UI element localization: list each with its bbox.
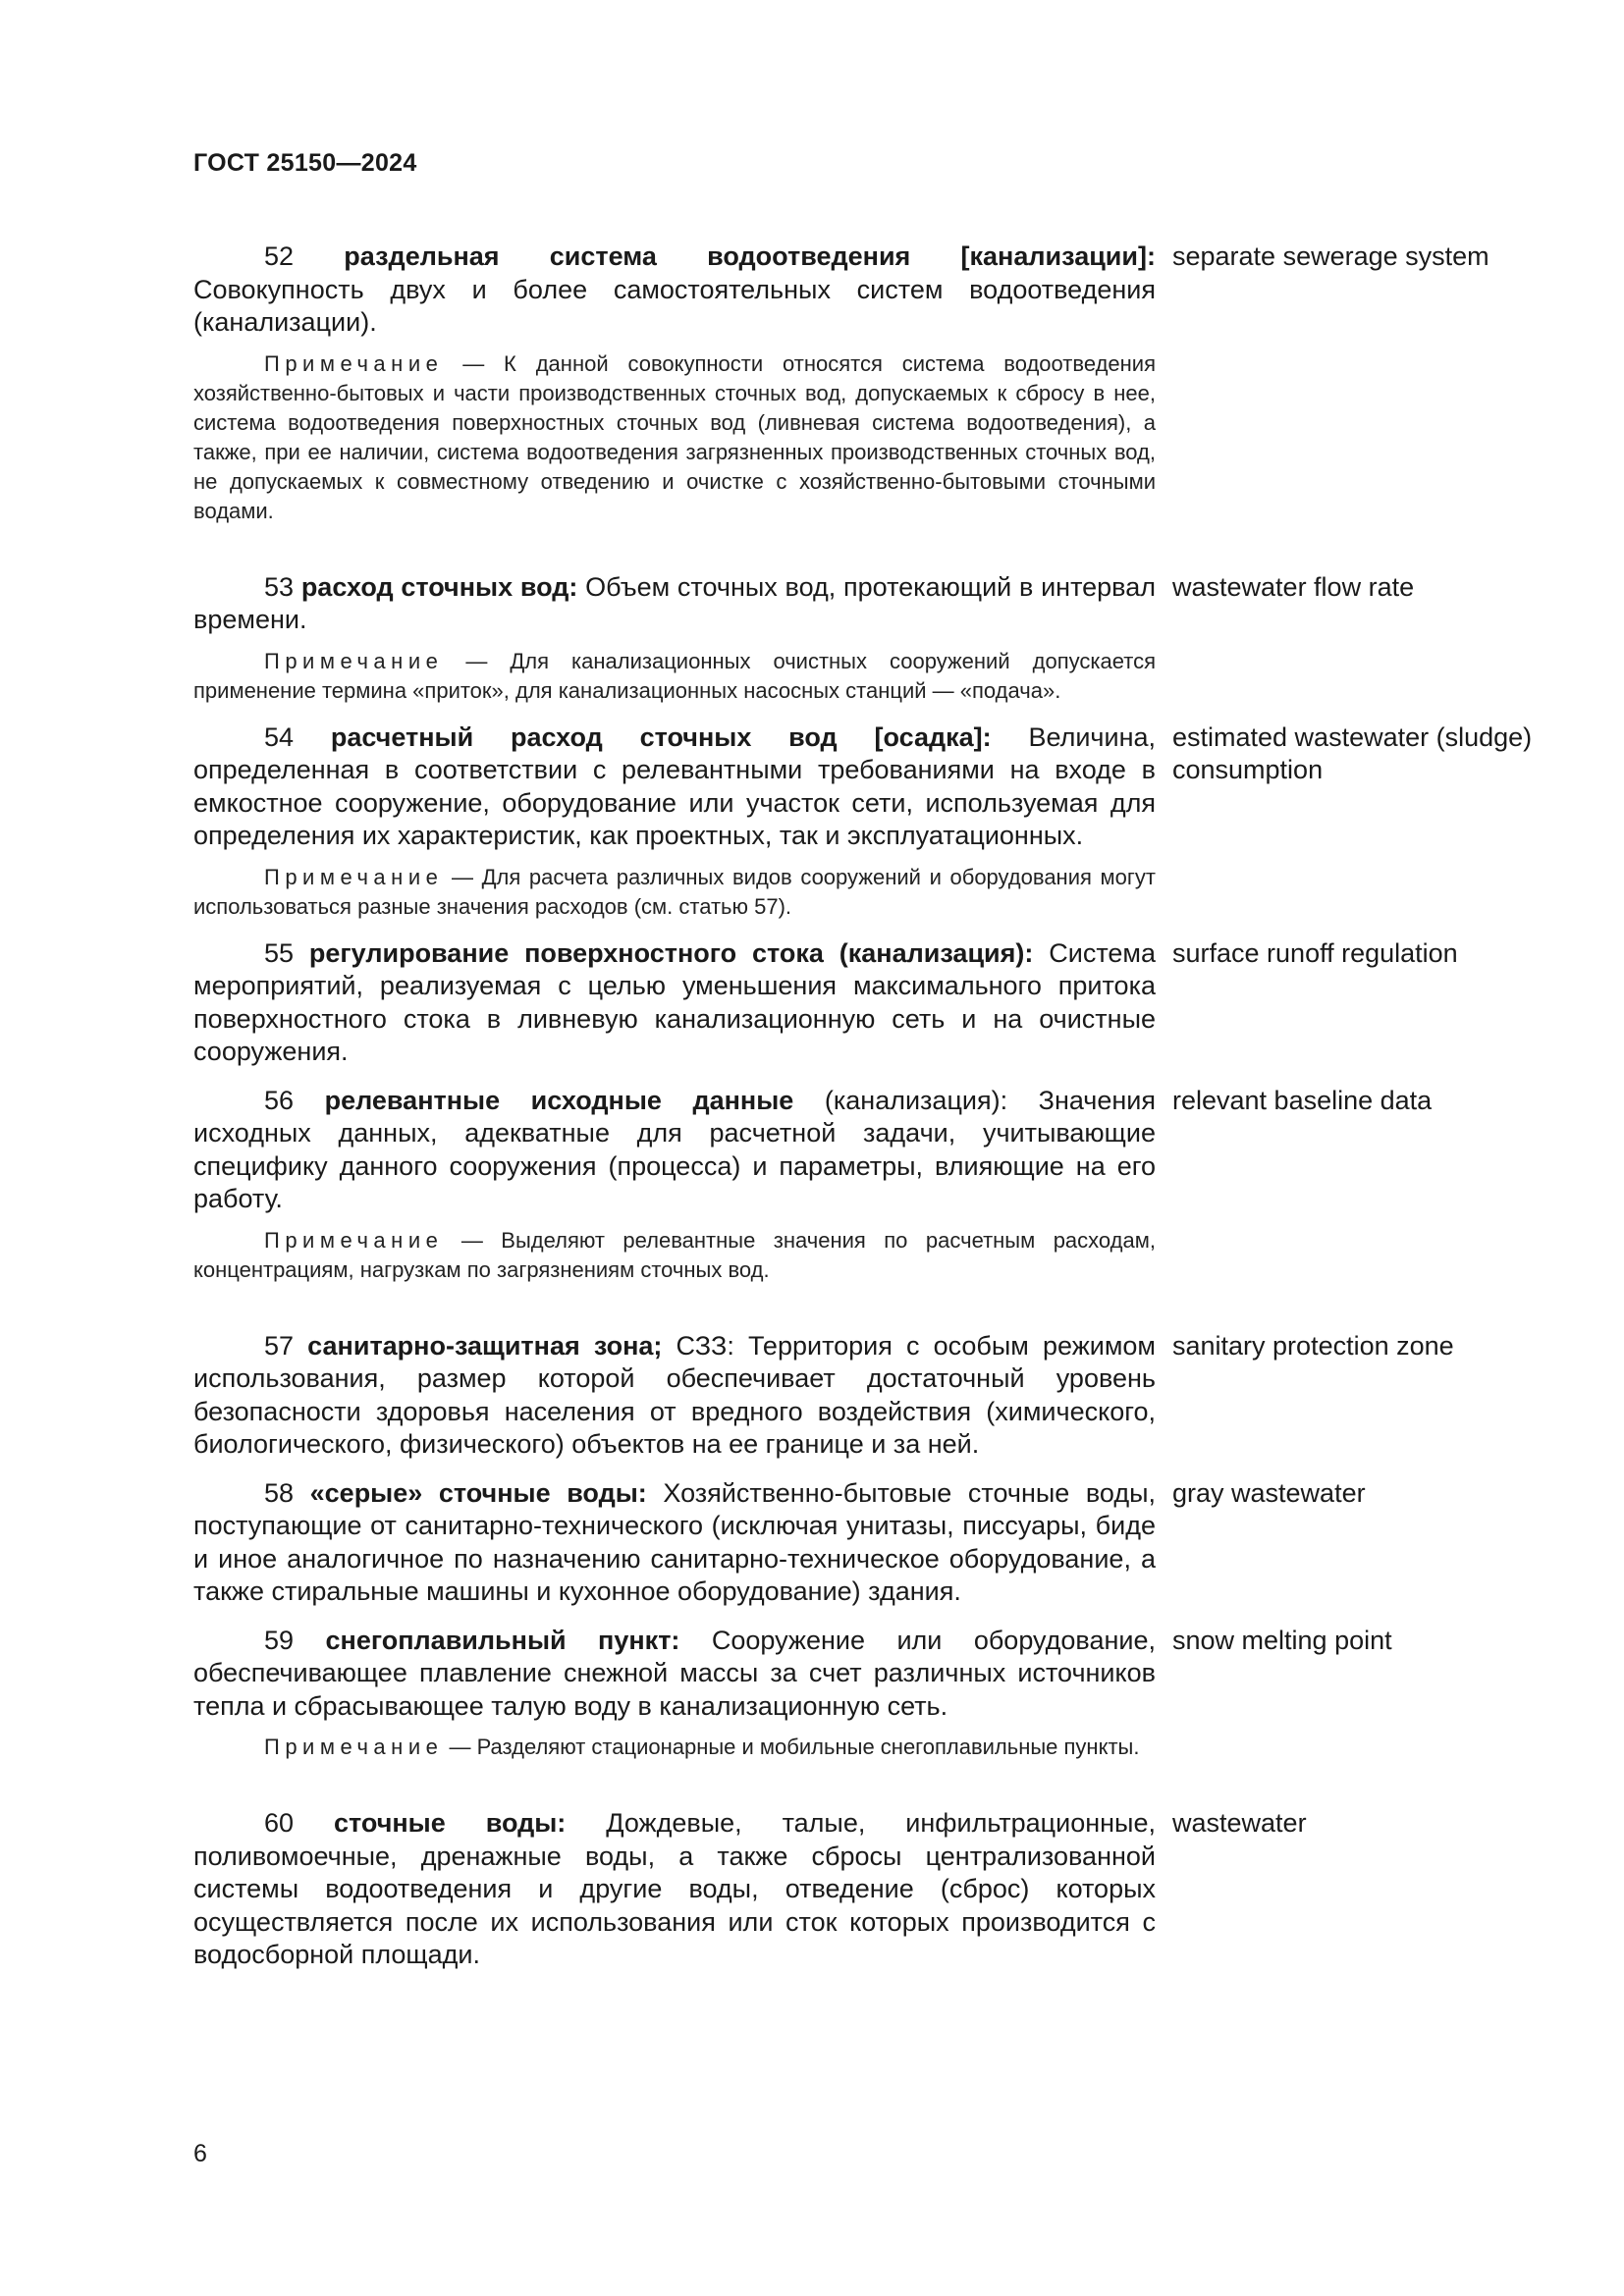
- note-text: — Выделяют релевантные значения по расчетным расходам, концентрациям, нагрузкам по загрязнениям сточных вод.: [193, 1227, 1156, 1282]
- term-title: релевантные исходные данные: [324, 1085, 794, 1115]
- term-english: gray wastewater: [1172, 1477, 1366, 1508]
- term-english: surface runoff regulation: [1172, 937, 1458, 968]
- note-label: Примечание: [264, 1735, 444, 1759]
- term-definition: Хозяйственно-бытовые сточные воды, поступающие от санитарно-технического (исключая унитазы, писсуары, биде и иное аналогичное по назначению санитарно-техническое оборудование, а также стиральные машины и кухонное оборудование) здания.: [193, 1477, 1156, 1606]
- term-entry-60: [193, 1807, 1539, 1972]
- term-definition: СЗЗ: Территория с особым режимом использования, размер которой обеспечивает достаточный уровень безопасности здоровья населения от вредного воздействия (химического, биологического, физического) объектов на ее границе и за ней.: [193, 1330, 1156, 1459]
- term-english: snow melting point: [1172, 1625, 1392, 1655]
- note-text: — Для расчета различных видов сооружений и оборудования могут использоваться разные значения расходов (см. статью 57).: [193, 864, 1156, 919]
- term-number: 58: [264, 1477, 295, 1508]
- term-english: sanitary protection zone: [1172, 1330, 1454, 1361]
- term-english: wastewater: [1172, 1808, 1307, 1838]
- term-note: [193, 647, 1156, 706]
- term-definition: Дождевые, талые, инфильтрационные, поливомоечные, дренажные воды, а также сбросы централизованной системы водоотведения и другие воды, отведение (сброс) которых осуществляется после их использования или сток которых производится с водосборной площади.: [193, 1808, 1156, 1969]
- term-entry-52: [193, 240, 1539, 526]
- term-definition: Совокупность двух и более самостоятельных систем водоотведения (канализации).: [193, 274, 1156, 337]
- term-title: расход сточных вод:: [300, 571, 578, 602]
- term-paragraph: [193, 1085, 1156, 1216]
- term-title: «серые» сточные воды:: [309, 1477, 647, 1508]
- term-number: 60: [264, 1808, 295, 1838]
- term-title: раздельная система водоотведения [канализации]:: [344, 241, 1156, 271]
- term-number: 53: [264, 571, 295, 602]
- terms-list: [193, 240, 1539, 1972]
- term-title: сточные воды:: [334, 1808, 567, 1838]
- term-paragraph: [193, 721, 1156, 853]
- term-english: relevant baseline data: [1172, 1085, 1433, 1115]
- term-entry-54: [193, 721, 1539, 922]
- term-entry-55: [193, 937, 1539, 1069]
- term-number: 56: [264, 1085, 295, 1115]
- note-text: — Для канализационных очистных сооружений допускается применение термина «приток», для канализационных насосных станций — «подача».: [193, 648, 1156, 703]
- term-paragraph: [193, 1330, 1156, 1462]
- term-number: 52: [264, 241, 295, 271]
- term-note: [193, 1226, 1156, 1285]
- term-english: separate sewerage system: [1172, 241, 1489, 271]
- note-label: Примечание: [264, 648, 444, 673]
- term-paragraph: [193, 571, 1156, 637]
- term-paragraph: [193, 1625, 1156, 1724]
- note-text: — К данной совокупности относятся система водоотведения хозяйственно-бытовых и части производственных сточных вод, допускаемых к сбросу в нее, система водоотведения поверхностных сточных вод (ливневая система водоотведения), а также, при ее наличии, система водоотведения загрязненных производственных сточных вод, не допускаемых к совместному отведению и очистке с хозяйственно-бытовыми сточными водами.: [193, 350, 1156, 523]
- term-english: wastewater flow rate: [1172, 571, 1415, 602]
- term-paragraph: [193, 937, 1156, 1069]
- term-title: санитарно-защитная зона;: [307, 1330, 663, 1361]
- term-english: estimated wastewater (sludge) consumption: [1172, 721, 1533, 784]
- note-label: Примечание: [264, 1227, 444, 1253]
- term-definition: Величина, определенная в соответствии с релевантными требованиями на входе в емкостное сооружение, оборудование или участок сети, используемая для определения их характеристик, как проектных, так и эксплуатационных.: [193, 721, 1156, 850]
- term-title: регулирование поверхностного стока (канализация):: [308, 937, 1034, 968]
- term-paragraph: [193, 1477, 1156, 1609]
- term-paragraph: [193, 240, 1156, 340]
- term-note: [193, 863, 1156, 922]
- note-label: Примечание: [264, 864, 444, 889]
- term-title: снегоплавильный пункт:: [325, 1625, 680, 1655]
- term-definition: Сооружение или оборудование, обеспечивающее плавление снежной массы за счет различных источников тепла и сбрасывающее талую воду в канализационную сеть.: [193, 1625, 1156, 1721]
- term-entry-57: [193, 1330, 1539, 1462]
- page-number: 6: [193, 2140, 207, 2167]
- term-entry-53: [193, 571, 1539, 706]
- term-definition: Объем сточных вод, протекающий в интервал времени.: [193, 571, 1156, 634]
- term-definition: (канализация): Значения исходных данных, адекватные для расчетной задачи, учитывающие специфику данного сооружения (процесса) и параметры, влияющие на его работу.: [193, 1085, 1156, 1213]
- term-number: 54: [264, 721, 295, 752]
- term-entry-56: [193, 1085, 1539, 1285]
- term-note: [193, 349, 1156, 526]
- term-paragraph: [193, 1807, 1156, 1972]
- note-label: Примечание: [264, 350, 444, 376]
- term-note: [193, 1733, 1156, 1762]
- term-number: 59: [264, 1625, 295, 1655]
- term-entry-59: [193, 1625, 1539, 1763]
- term-title: расчетный расход сточных вод [осадка]:: [330, 721, 992, 752]
- term-number: 55: [264, 937, 295, 968]
- document-header: ГОСТ 25150—2024: [193, 149, 417, 177]
- term-entry-58: [193, 1477, 1539, 1609]
- term-definition: Система мероприятий, реализуемая с целью уменьшения максимального притока поверхностного стока в ливневую канализационную сеть и на очистные сооружения.: [193, 937, 1156, 1066]
- term-number: 57: [264, 1330, 295, 1361]
- note-text: — Разделяют стационарные и мобильные снегоплавильные пункты.: [449, 1735, 1140, 1759]
